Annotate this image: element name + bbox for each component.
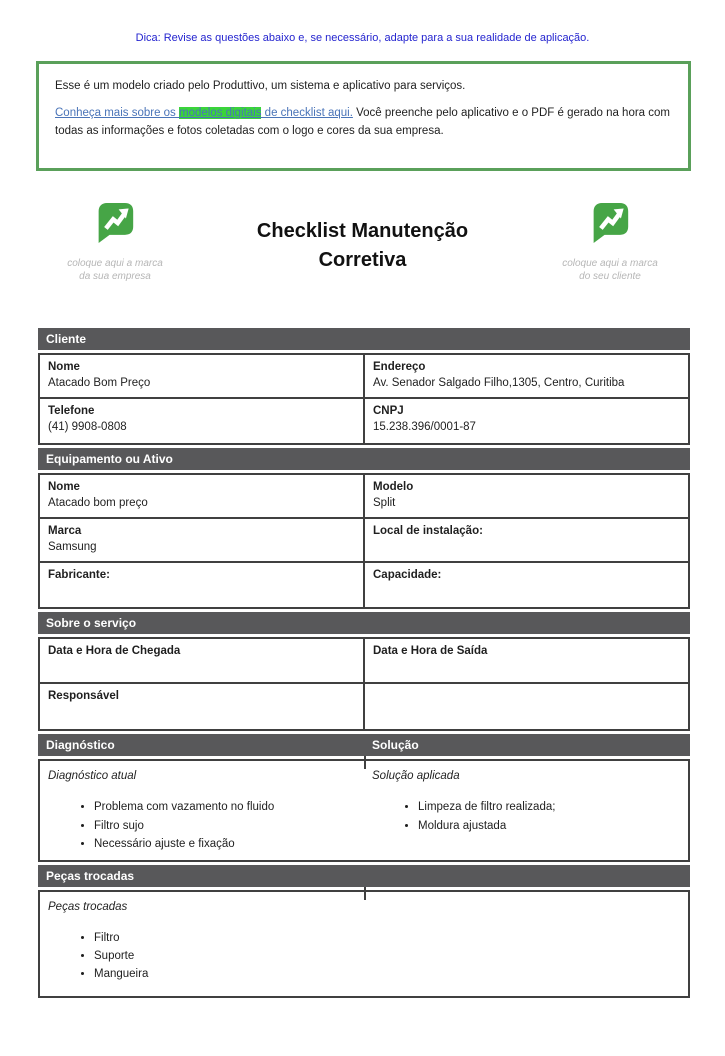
solucao-subtitle: Solução aplicada	[372, 770, 460, 783]
cliente-endereco-label: Endereço	[373, 360, 426, 373]
link-text-2[interactable]: de checklist aqui.	[261, 107, 353, 120]
cliente-grid	[38, 353, 690, 445]
diagnosis-item: • Problema com vazamento no fluido	[94, 799, 356, 815]
section-header-cliente: Cliente	[38, 328, 690, 350]
page-title	[190, 217, 535, 275]
section-header-pecas: Peças trocadas	[38, 865, 690, 887]
table-row	[40, 355, 688, 399]
intro-paragraph-2-text: Você preenche pelo aplicativo e o PDF é gerado na hora com todas as informações e fotos coletadas com o logo e cores da sua empresa.	[55, 107, 670, 137]
section-header-servico: Sobre o serviço	[38, 612, 690, 634]
servico-chegada-cell	[40, 639, 365, 682]
servico-saida-cell	[365, 639, 688, 682]
cliente-cnpj-value: 15.238.396/0001-87	[373, 421, 476, 434]
cliente-telefone-value: (41) 9908-0808	[48, 421, 127, 434]
table-row	[40, 399, 688, 443]
client-logo-caption	[535, 257, 685, 284]
cliente-telefone-label: Telefone	[48, 404, 95, 417]
produttivo-logo-icon	[95, 201, 135, 245]
pecas-cell	[40, 892, 688, 996]
cliente-cnpj-label: CNPJ	[373, 404, 404, 417]
pecas-subtitle: Peças trocadas	[48, 900, 128, 913]
page-title-line2: Corretiva	[318, 248, 407, 271]
table-row	[40, 519, 688, 563]
title-block	[190, 217, 535, 275]
cliente-cnpj-cell	[365, 399, 688, 443]
diagnostico-solucao-grid	[38, 759, 690, 861]
intro-paragraph-1-text: Esse é um modelo criado pelo Produttivo, um sistema e aplicativo para serviços.	[55, 80, 466, 92]
diagnosis-item: • Necessário ajuste e fixação	[94, 836, 356, 852]
servico-responsavel-cell	[40, 684, 365, 729]
solucao-list	[372, 799, 680, 833]
table-row	[40, 639, 688, 684]
part-item: • Mangueira	[94, 966, 680, 982]
client-logo-caption-line2: do seu cliente	[579, 271, 641, 283]
servico-empty-cell	[365, 684, 688, 729]
checklist-link[interactable]	[55, 107, 353, 119]
diagnostico-subtitle: Diagnóstico atual	[48, 770, 137, 783]
cliente-nome-value: Atacado Bom Preço	[48, 376, 151, 389]
table-row	[40, 684, 688, 729]
pecas-grid	[38, 890, 690, 998]
equipamento-capacidade-label: Capacidade:	[373, 569, 442, 582]
servico-saida-label: Data e Hora de Saída	[373, 645, 488, 658]
diagnostico-list	[48, 799, 356, 851]
diagnosis-item: • Filtro sujo	[94, 818, 356, 834]
equipamento-modelo-value: Split	[373, 497, 396, 510]
link-text-1[interactable]: Conheça mais sobre os	[55, 107, 180, 120]
pecas-list	[48, 930, 680, 982]
servico-grid	[38, 637, 690, 731]
branding-row	[0, 201, 725, 284]
equipamento-modelo-cell	[365, 475, 688, 517]
cliente-endereco-value: Av. Senador Salgado Filho,1305, Centro, Curitiba	[373, 376, 625, 389]
equipamento-nome-cell	[40, 475, 365, 517]
link-highlighted-text[interactable]: modelos digitais	[179, 107, 262, 120]
column-divider-tick	[364, 892, 366, 900]
tip-text: Dica: Revise as questões abaixo e, se necessário, adapte para a sua realidade de aplicação.	[135, 32, 590, 44]
intro-paragraph-1	[55, 78, 672, 95]
section-header-diagnostico-solucao	[38, 734, 690, 756]
section-header-diagnostico: Diagnóstico	[46, 738, 115, 753]
client-logo-caption-line1: coloque aqui a marca	[562, 257, 658, 269]
equipamento-fabricante-cell	[40, 563, 365, 607]
checklist-table	[38, 328, 690, 998]
table-row	[40, 892, 688, 996]
cliente-nome-cell	[40, 355, 365, 397]
intro-paragraph-2	[55, 105, 672, 140]
servico-responsavel-label: Responsável	[48, 690, 119, 703]
section-header-equipamento: Equipamento ou Ativo	[38, 448, 690, 470]
solution-item: • Moldura ajustada	[418, 818, 680, 834]
table-row	[40, 475, 688, 519]
equipamento-nome-label: Nome	[48, 480, 80, 493]
solution-item: • Limpeza de filtro realizada;	[418, 799, 680, 815]
equipamento-marca-cell	[40, 519, 365, 561]
cliente-nome-label: Nome	[48, 360, 80, 373]
company-logo-caption-line2: da sua empresa	[79, 271, 151, 283]
equipamento-local-label: Local de instalação:	[373, 525, 483, 538]
equipamento-grid	[38, 473, 690, 609]
cliente-endereco-cell	[365, 355, 688, 397]
document-page	[0, 32, 725, 1056]
equipamento-marca-label: Marca	[48, 525, 82, 538]
diagnostico-cell	[40, 761, 364, 859]
part-item: • Suporte	[94, 948, 680, 964]
company-logo-caption	[40, 257, 190, 284]
equipamento-nome-value: Atacado bom preço	[48, 497, 148, 510]
table-row	[40, 563, 688, 607]
equipamento-modelo-label: Modelo	[373, 480, 414, 493]
produttivo-logo-icon	[590, 201, 630, 245]
intro-box	[36, 61, 691, 171]
company-logo-placeholder	[40, 201, 190, 284]
servico-chegada-label: Data e Hora de Chegada	[48, 645, 181, 658]
company-logo-caption-line1: coloque aqui a marca	[67, 257, 163, 269]
page-title-line1: Checklist Manutenção	[256, 219, 469, 242]
cliente-telefone-cell	[40, 399, 365, 443]
equipamento-fabricante-label: Fabricante:	[48, 569, 110, 582]
column-divider-tick	[364, 761, 366, 769]
equipamento-local-cell	[365, 519, 688, 561]
table-row	[40, 761, 688, 859]
client-logo-placeholder	[535, 201, 685, 284]
equipamento-capacidade-cell	[365, 563, 688, 607]
part-item: • Filtro	[94, 930, 680, 946]
equipamento-marca-value: Samsung	[48, 541, 97, 554]
solucao-cell	[364, 761, 688, 859]
section-header-solucao: Solução	[372, 738, 419, 753]
